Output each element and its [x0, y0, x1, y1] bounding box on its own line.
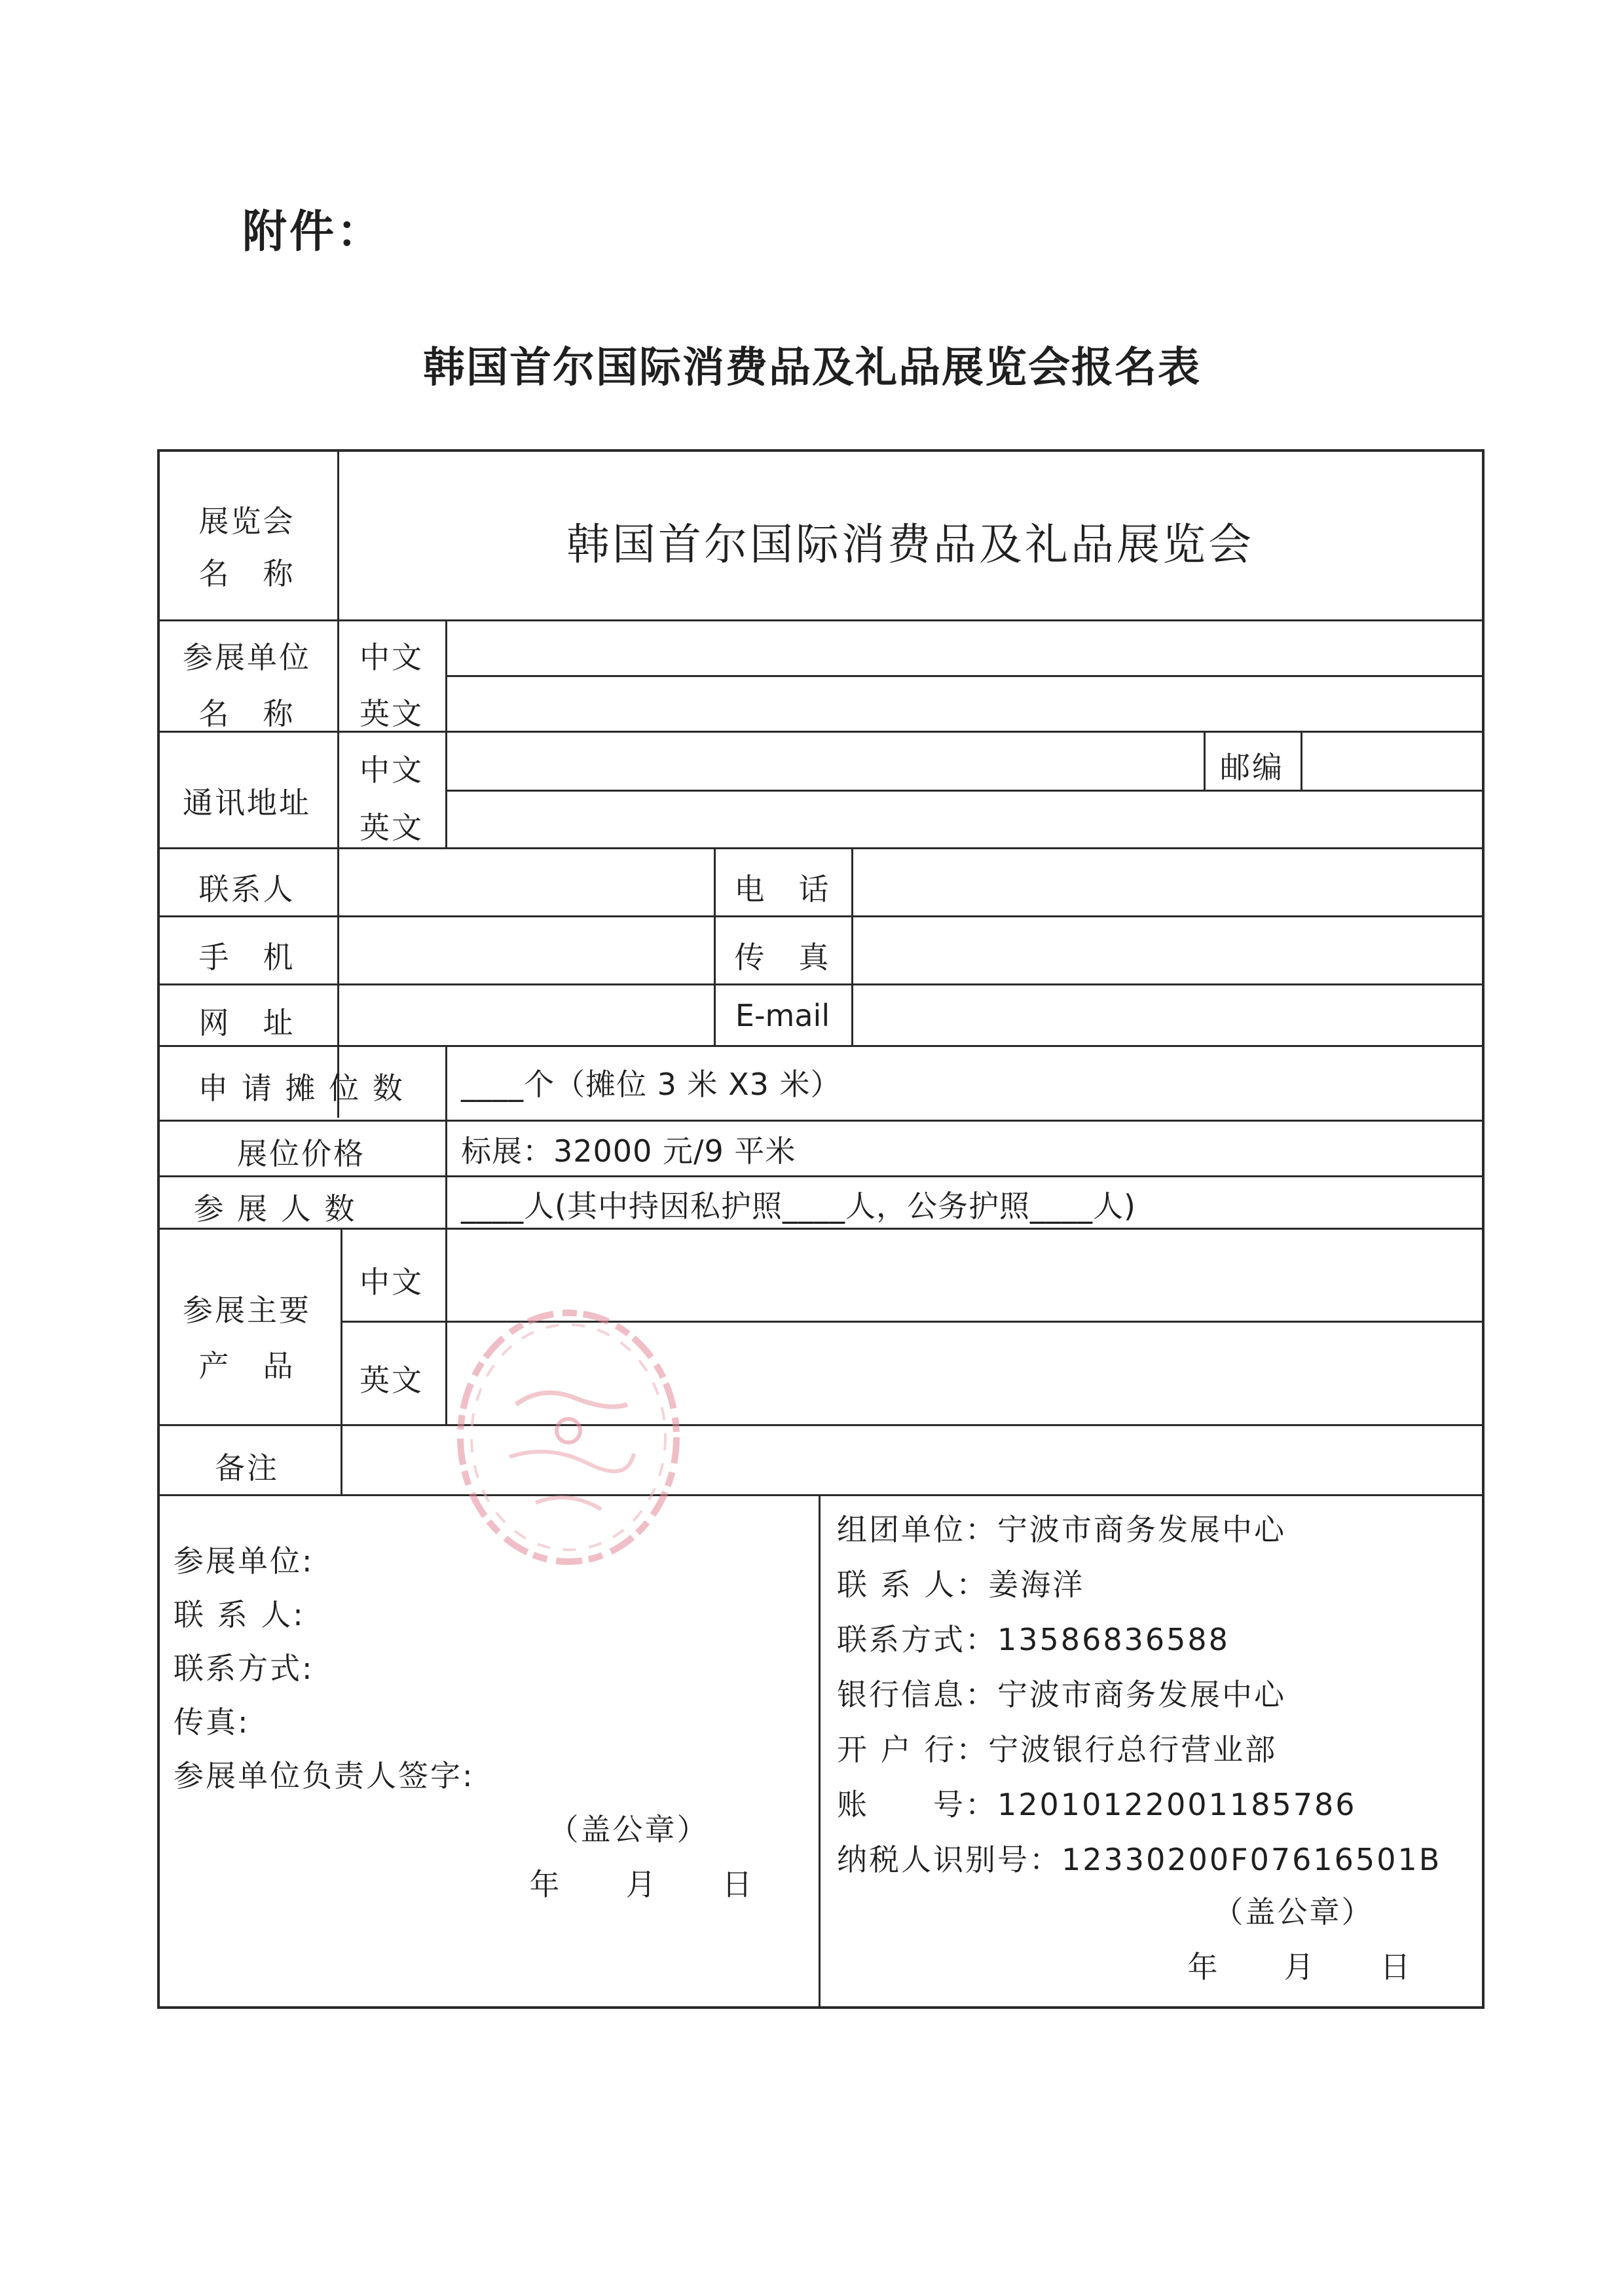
applicant-contact-method: 联系方式:: [174, 1651, 314, 1686]
organizer-account: 账 号：12010122001185786: [837, 1787, 1357, 1822]
phone-label: 电 话: [734, 872, 831, 907]
company-name-cn-label: 中文: [360, 640, 424, 675]
address-en-label: 英文: [360, 810, 424, 845]
products-cn-label: 中文: [360, 1264, 424, 1300]
address-label: 通讯地址: [183, 785, 311, 820]
form-title: 韩国首尔国际消费品及礼品展览会报名表: [423, 344, 1201, 392]
applicant-fax: 传真:: [174, 1704, 250, 1740]
applicant-signature: 参展单位负责人签字:: [174, 1758, 475, 1793]
people-value: ____人(其中持因私护照____人，公务护照____人): [461, 1188, 1136, 1224]
booths-value: ____个（摊位 3 米 X3 米）: [461, 1067, 841, 1102]
postcode-label: 邮编: [1220, 750, 1284, 785]
row-divider: [157, 1494, 1485, 1496]
company-name-cn-field[interactable]: [447, 621, 1483, 673]
organizer-contact: 联 系 人：姜海洋: [837, 1567, 1085, 1602]
products-label: 参展主要: [183, 1293, 311, 1328]
applicant-contact: 联 系 人:: [174, 1597, 305, 1632]
mobile-label: 手 机: [198, 940, 295, 975]
company-name-en-field[interactable]: [447, 677, 1483, 729]
people-label: 参 展 人 数: [193, 1191, 357, 1226]
row-divider: [157, 1120, 1485, 1122]
products-en-field[interactable]: [447, 1323, 1483, 1422]
remarks-field[interactable]: [342, 1426, 1483, 1492]
booths-label: 申 请 摊 位 数: [198, 1071, 405, 1106]
organizer-bank-info: 银行信息：宁波市商务发展中心: [837, 1677, 1286, 1712]
contact-field[interactable]: [339, 849, 712, 913]
remarks-label: 备注: [215, 1450, 279, 1486]
applicant-seal: （盖公章）: [548, 1812, 709, 1847]
row-divider: [157, 1045, 1485, 1047]
contact-label: 联系人: [198, 872, 295, 907]
applicant-date: 年 月 日: [529, 1867, 754, 1902]
address-en-field[interactable]: [447, 792, 1483, 845]
fax-field[interactable]: [853, 917, 1483, 982]
applicant-company: 参展单位:: [174, 1543, 314, 1579]
organizer-seal: （盖公章）: [1213, 1894, 1374, 1930]
email-field[interactable]: [853, 985, 1483, 1043]
products-cn-field[interactable]: [447, 1230, 1483, 1319]
column-divider: [445, 1045, 447, 1228]
phone-field[interactable]: [853, 849, 1483, 913]
organizer-tax-id: 纳税人识别号：12330200F07616501B: [837, 1842, 1442, 1877]
fax-label: 传 真: [734, 940, 831, 975]
address-cn-label: 中文: [360, 752, 424, 788]
column-divider: [1204, 731, 1206, 790]
company-name-en-label: 英文: [360, 696, 424, 731]
organizer-unit: 组团单位：宁波市商务发展中心: [837, 1512, 1286, 1547]
price-label: 展位价格: [237, 1136, 365, 1171]
company-name-label: 名 称: [198, 696, 295, 731]
organizer-bank: 开 户 行：宁波银行总行营业部: [837, 1732, 1278, 1767]
row-divider: [157, 1175, 1485, 1177]
column-divider: [819, 1494, 821, 2009]
email-label: E-mail: [735, 998, 830, 1033]
company-name-label: 参展单位: [183, 640, 311, 675]
exhibition-name-label: 名 称: [198, 556, 295, 591]
products-en-label: 英文: [360, 1363, 424, 1398]
mobile-field[interactable]: [339, 917, 712, 982]
products-label: 产 品: [198, 1348, 295, 1384]
organizer-contact-method: 联系方式：13586836588: [837, 1622, 1230, 1657]
address-cn-field[interactable]: [447, 733, 1202, 788]
website-field[interactable]: [339, 985, 712, 1043]
organizer-date: 年 月 日: [1187, 1949, 1412, 1985]
price-value: 标展：32000 元/9 平米: [461, 1133, 796, 1169]
attachment-label: 附件：: [242, 206, 384, 258]
postcode-field[interactable]: [1302, 733, 1483, 788]
exhibition-name-label: 展览会: [198, 504, 295, 539]
column-divider: [714, 847, 716, 1045]
website-label: 网 址: [198, 1005, 295, 1040]
exhibition-name-value: 韩国首尔国际消费品及礼品展览会: [566, 519, 1254, 570]
